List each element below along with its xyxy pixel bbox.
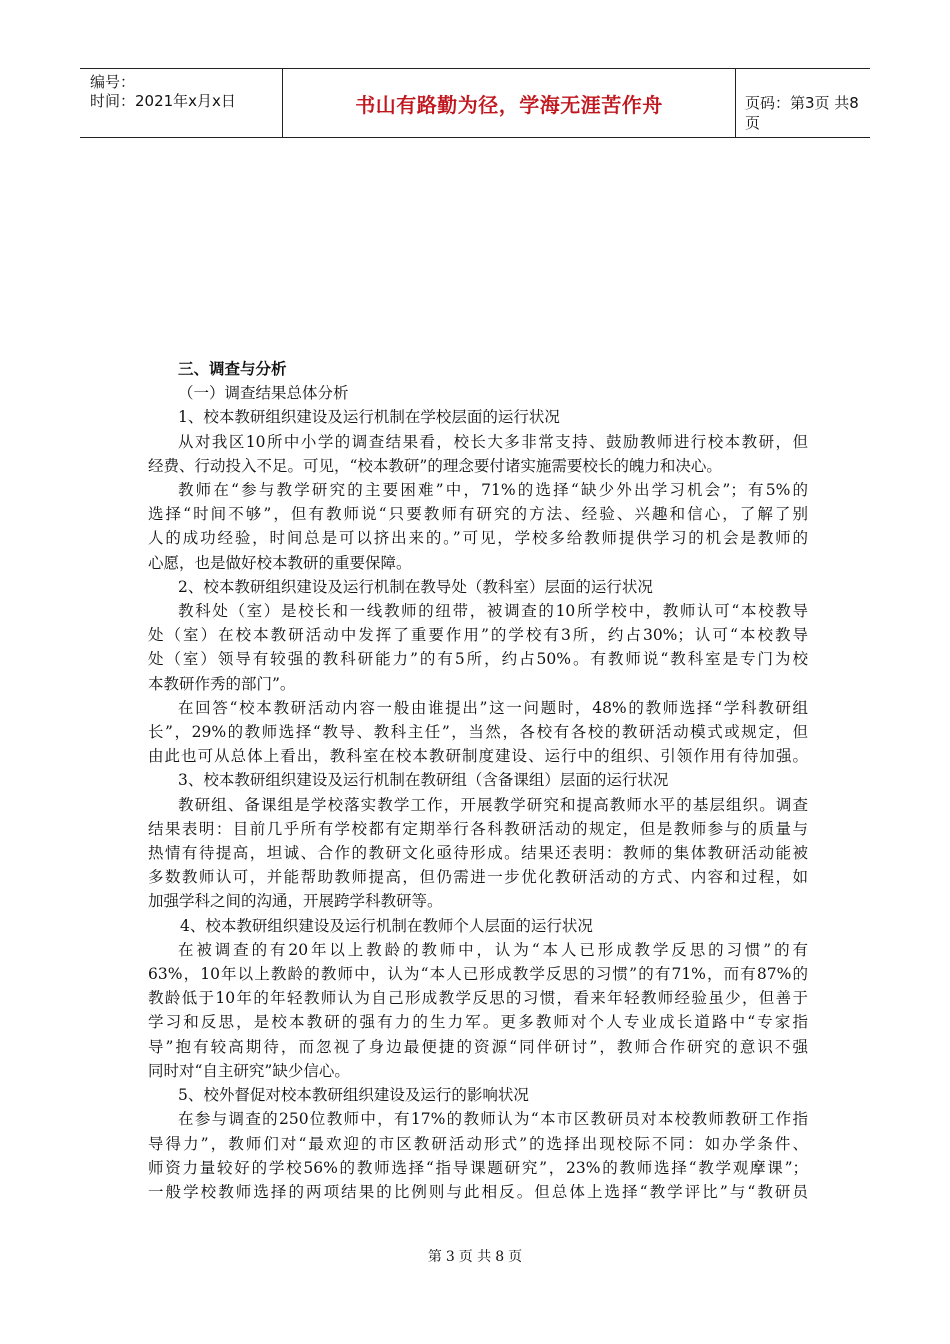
footer-page-total: 8: [495, 1249, 505, 1265]
body-line: 在回答“校本教研活动内容一般由谁提出”这一问题时，48%的教师选择“学科教研组: [178, 698, 808, 717]
body-line: 5、校外督促对校本教研组织建设及运行的影响状况: [178, 1086, 529, 1105]
header-motto-cell: [282, 69, 736, 137]
body-line: 2、校本教研组织建设及运行机制在教导处（教科室）层面的运行状况: [178, 577, 653, 596]
body-line: 处（室）在校本教研活动中发挥了重要作用”的学校有3所，约占30%；认可“本校教导: [148, 626, 808, 645]
body-line: 从对我区10所中小学的调查结果看，校长大多非常支持、鼓励教师进行校本教研，但: [178, 432, 808, 451]
body-line: 教龄低于10年的年轻教师认为自己形成教学反思的习惯，看来年轻教师经验虽少，但善于: [148, 989, 808, 1008]
body-line: 本教研作秀的部门”。: [148, 674, 296, 693]
header-page-cell: [735, 69, 870, 137]
body-line: 教研组、备课组是学校落实教学工作，开展教学研究和提高教师水平的基层组织。调查: [178, 795, 808, 814]
doc-date-label: 时间：2021年x月x日: [90, 92, 236, 110]
section-title: 三、调查与分析: [178, 360, 287, 378]
body-line: 人的成功经验，时间总是可以挤出来的。”可见，学校多给教师提供学习的机会是教师的: [148, 529, 808, 548]
body-line: 4、校本教研组织建设及运行机制在教师个人层面的运行状况: [180, 916, 593, 935]
document-body: [148, 357, 808, 1204]
body-line: 由此也可从总体上看出，教科室在校本教研制度建设、运行中的组织、引领作用有待加强。: [148, 747, 808, 766]
body-line: 教科处（室）是校长和一线教师的纽带，被调查的10所学校中，教师认可“本校教导: [178, 602, 808, 621]
body-line: 师资力量较好的学校56%的教师选择“指导课题研究”，23%的教师选择“教学观摩课”；: [148, 1158, 808, 1177]
header-meta-cell: [80, 69, 282, 137]
body-line: 导得力”，教师们对“最欢迎的市区教研活动形式”的选择出现校际不同：如办学条件、: [148, 1134, 808, 1153]
body-line: 长”，29%的教师选择“教导、教科主任”，当然，各校有各校的教研活动模式或规定，但: [148, 723, 808, 742]
body-line: 一般学校教师选择的两项结果的比例则与此相反。但总体上选择“教学评比”与“教研员: [148, 1182, 808, 1201]
doc-number-label: 编号：: [90, 73, 136, 91]
footer-page-number: 3: [445, 1249, 455, 1265]
body-line: 在参与调查的250位教师中，有17%的教师认为“本市区教研员对本校教师教研工作指: [178, 1110, 808, 1129]
body-line: 在被调查的有20年以上教龄的教师中，认为“本人已形成教学反思的习惯”的有: [178, 940, 808, 959]
body-line: 3、校本教研组织建设及运行机制在教研组（含备课组）层面的运行状况: [178, 771, 669, 790]
page-footer: [0, 1246, 950, 1266]
footer-page-mid: 页 共: [458, 1249, 492, 1265]
body-lines: [148, 405, 808, 1204]
body-line: 多数教师认可，并能帮助教师提高，但仍需进一步优化教研活动的方式、内容和过程，如: [148, 868, 808, 887]
body-line: 1、校本教研组织建设及运行机制在学校层面的运行状况: [178, 408, 560, 427]
body-line: 处（室）领导有较强的教科研能力”的有5所，约占50%。有教师说“教科室是专门为校: [148, 650, 808, 669]
footer-page-prefix: 第: [427, 1249, 442, 1265]
body-line: 加强学科之间的沟通，开展跨学科教研等。: [148, 892, 443, 911]
header-motto: 书山有路勤为径，学海无涯苦作舟: [355, 93, 663, 117]
footer-page-suffix: 页: [508, 1249, 523, 1265]
body-line: 教师在“参与教学研究的主要困难”中，71%的选择“缺少外出学习机会”；有5%的: [178, 481, 808, 500]
body-line: 经费、行动投入不足。可见，“校本教研”的理念要付诸实施需要校长的魄力和决心。: [148, 456, 722, 475]
body-line: 热情有待提高，坦诚、合作的教研文化亟待形成。结果还表明：教师的集体教研活动能被: [148, 844, 808, 863]
body-line: 结果表明：目前几乎所有学校都有定期举行各科教研活动的规定，但是教师参与的质量与: [148, 819, 808, 838]
page-header: [80, 68, 870, 138]
subsection-title: （一）调查结果总体分析: [178, 384, 349, 403]
body-line: 63%，10年以上教龄的教师中，认为“本人已形成教学反思的习惯”的有71%，而有87%的: [148, 965, 808, 984]
header-page-info: 页码：第3页 共8页: [745, 94, 859, 132]
body-line: 心愿，也是做好校本教研的重要保障。: [148, 553, 412, 572]
body-line: 导”抱有较高期待，而忽视了身边最便捷的资源“同伴研讨”，教师合作研究的意识不强: [148, 1037, 808, 1056]
body-line: 同时对“自主研究”缺少信心。: [148, 1061, 350, 1080]
body-line: 学习和反思，是校本教研的强有力的生力军。更多教师对个人专业成长道路中“专家指: [148, 1013, 808, 1032]
body-line: 选择“时间不够”，但有教师说“只要教师有研究的方法、经验、兴趣和信心，了解了别: [148, 505, 808, 524]
